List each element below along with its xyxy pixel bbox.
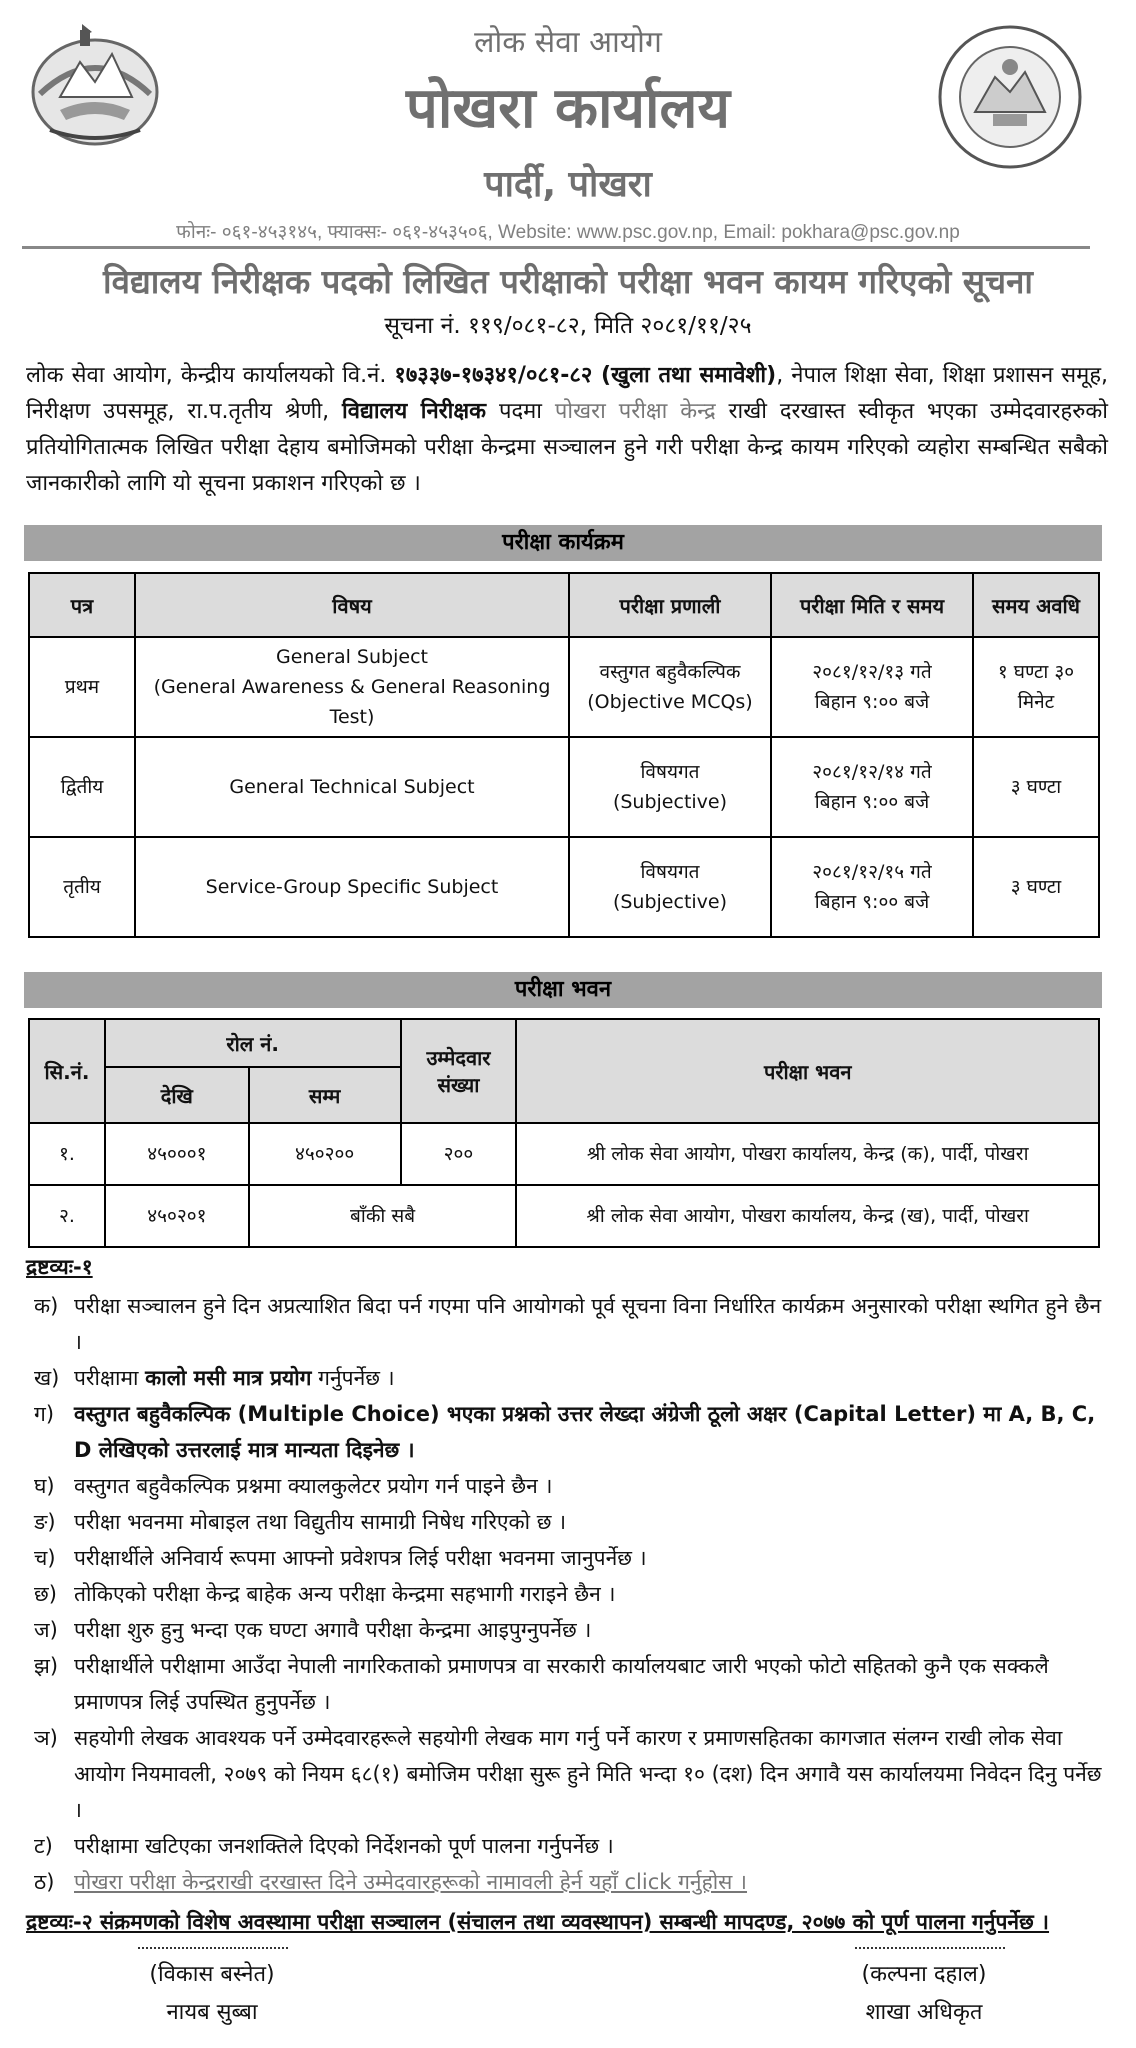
- schedule-header-row: [29, 573, 1099, 637]
- col-venue: परीक्षा भवन: [516, 1019, 1099, 1123]
- col-duration: समय अवधि: [973, 573, 1099, 637]
- office-location: पार्दी, पोखरा: [484, 164, 652, 205]
- list-item: घ) वस्तुगत बहुवैकल्पिक प्रश्नमा क्यालकुलेटर प्रयोग गर्न पाइने छैन ।: [34, 1474, 553, 1498]
- list-item: च) परीक्षार्थीले अनिवार्य रूपमा आफ्नो प्रवेशपत्र लिई परीक्षा भवनमा जानुपर्नेछ ।: [34, 1546, 647, 1570]
- col-paper: पत्र: [29, 573, 135, 637]
- table-row: प्रथम General Subject (General Awareness & General Reasoning Test) वस्तुगत बहुवैकल्पिक (Objective MCQs) २०८१/१२/१३ गते बिहान ९:०० बजे १ घण्टा ३० मिनेट: [29, 637, 1099, 737]
- hall-table: [28, 1018, 1100, 1248]
- header-divider: [22, 246, 1090, 249]
- table-row: १. ४५०००१ ४५०२०० २०० श्री लोक सेवा आयोग, पोखरा कार्यालय, केन्द्र (क), पार्दी, पोखरा: [29, 1123, 1099, 1185]
- notice-title: विद्यालय निरीक्षक पदको लिखित परीक्षाको परीक्षा भवन कायम गरिएको सूचना: [103, 262, 1033, 301]
- col-to: सम्म: [249, 1067, 401, 1123]
- signatory-right-title: शाखा अधिकृत: [865, 2000, 983, 2025]
- list-item: ट) परीक्षामा खटिएका जनशक्तिले दिएको निर्देशनको पूर्ण पालना गर्नुपर्नेछ ।: [34, 1834, 614, 1858]
- list-item: ग) वस्तुगत बहुवैकल्पिक (Multiple Choice) भएका प्रश्नको उत्तर लेख्दा अंग्रेजी ठूलो अक्षर (Capital Letter) मा A, B, C, D लेखिएको उत्तरलाई मात्र मान्यता दिइनेछ ।: [34, 1402, 1096, 1462]
- signature-line-left: [138, 1947, 288, 1949]
- col-subject: विषय: [135, 573, 569, 637]
- list-item: झ) परीक्षार्थीले परीक्षामा आउँदा नेपाली नागरिकताको प्रमाणपत्र वा सरकारी कार्यालयबाट जारी भएको फोटो सहितको कुनै एक सक्कलै प्रमाणपत्र लिई उपस्थित हुनुपर्नेछ ।: [34, 1654, 1049, 1714]
- signatory-right-name: (कल्पना दहाल): [861, 1962, 987, 1987]
- list-item: ख) परीक्षामा कालो मसी मात्र प्रयोग गर्नुपर्नेछ ।: [34, 1366, 395, 1390]
- col-datetime: परीक्षा मिति र समय: [771, 573, 973, 637]
- list-item: ङ) परीक्षा भवनमा मोबाइल तथा विद्युतीय सामाग्री निषेध गरिएको छ ।: [34, 1510, 567, 1534]
- col-sn: सि.नं.: [29, 1019, 105, 1123]
- signatory-left-title: नायब सुब्बा: [166, 2000, 258, 2025]
- office-name: पोखरा कार्यालय: [406, 76, 730, 141]
- list-item: ठ) पोखरा परीक्षा केन्द्रराखी दरखास्त दिने उम्मेदवारहरूको नामावली हेर्न यहाँ click गर्नुहोस ।: [34, 1870, 748, 1894]
- table-row: द्वितीय General Technical Subject विषयगत (Subjective) २०८१/१२/१४ गते बिहान ९:०० बजे ३ घण्टा: [29, 737, 1099, 837]
- list-item: ज) परीक्षा शुरु हुनु भन्दा एक घण्टा अगावै परीक्षा केन्द्रमा आइपुग्नुपर्नेछ ।: [34, 1618, 592, 1642]
- notice-number: सूचना नं. ११९/०८१-८२, मिति २०८१/११/२५: [384, 313, 752, 339]
- list-item: छ) तोकिएको परीक्षा केन्द्र बाहेक अन्य परीक्षा केन्द्रमा सहभागी गराइने छैन ।: [34, 1582, 616, 1606]
- schedule-table: [28, 572, 1100, 938]
- list-item: क) परीक्षा सञ्चालन हुने दिन अप्रत्याशित बिदा पर्न गएमा पनि आयोगको पूर्व सूचना विना निर्धारित कार्यक्रम अनुसारको परीक्षा स्थगित हुने छैन ।: [34, 1294, 1102, 1354]
- table-row: तृतीय Service-Group Specific Subject विषयगत (Subjective) २०८१/१२/१५ गते बिहान ९:०० बजे ३ घण्टा: [29, 837, 1099, 937]
- signature-line-right: [855, 1947, 1005, 1949]
- col-from: देखि: [105, 1067, 249, 1123]
- list-item: ञ) सहयोगी लेखक आवश्यक पर्ने उम्मेदवारहरूले सहयोगी लेखक माग गर्नु पर्ने कारण र प्रमाणसहितका कागजात संलग्न राखी लोक सेवा आयोग नियमावली, २०७९ को नियम ६८(१) बमोजिम परीक्षा सुरू हुने मिति भन्दा १० (दश) दिन अगावै यस कार्यालयमा निवेदन दिनु पर्नेछ ।: [34, 1726, 1102, 1822]
- col-system: परीक्षा प्रणाली: [569, 573, 771, 637]
- signatory-left-name: (विकास बस्नेत): [149, 1962, 275, 1987]
- hall-heading: परीक्षा भवन: [24, 972, 1102, 1008]
- commission-name: लोक सेवा आयोग: [474, 25, 662, 60]
- notes-title: द्रष्टव्यः-१: [26, 1255, 93, 1279]
- table-row: २. ४५०२०१ बाँकी सबै श्री लोक सेवा आयोग, पोखरा कार्यालय, केन्द्र (ख), पार्दी, पोखरा: [29, 1185, 1099, 1247]
- col-count: उम्मेदवार संख्या: [401, 1019, 517, 1123]
- final-note: द्रष्टव्यः-२ संक्रमणको विशेष अवस्थामा परीक्षा सञ्चालन (संचालन तथा व्यवस्थापन) सम्बन्धी मापदण्ड, २०७७ को पूर्ण पालना गर्नुपर्नेछ ।: [26, 1910, 1050, 1934]
- notes-list: [34, 1288, 1104, 1900]
- contact-info: फोनः- ०६१-४५३१४५, फ्याक्सः- ०६१-४५३५०६, Website: www.psc.gov.np, Email: pokhara@psc.gov.np: [176, 222, 960, 243]
- candidate-list-link[interactable]: पोखरा परीक्षा केन्द्रराखी दरखास्त दिने उम्मेदवारहरूको नामावली हेर्न यहाँ click गर्नुहोस ।: [74, 1870, 748, 1894]
- intro-paragraph: लोक सेवा आयोग, केन्द्रीय कार्यालयको वि.नं. १७३३७-१७३४१/०८१-८२ (खुला तथा समावेशी), नेपाल शिक्षा सेवा, शिक्षा प्रशासन समूह, निरीक्षण उपसमूह, रा.प.तृतीय श्रेणी, विद्यालय निरीक्षक पदमा पोखरा परीक्षा केन्द्र राखी दरखास्त स्वीकृत भएका उम्मेदवारहरुको प्रतियोगितात्मक लिखित परीक्षा देहाय बमोजिमको परीक्षा केन्द्रमा सञ्चालन हुने गरी परीक्षा केन्द्र कायम गरिएको व्यहोरा सम्बन्धित सबैको जानकारीको लागि यो सूचना प्रकाशन गरिएको छ ।: [26, 363, 1108, 496]
- schedule-heading: परीक्षा कार्यक्रम: [24, 525, 1102, 561]
- col-roll: रोल नं.: [105, 1019, 401, 1067]
